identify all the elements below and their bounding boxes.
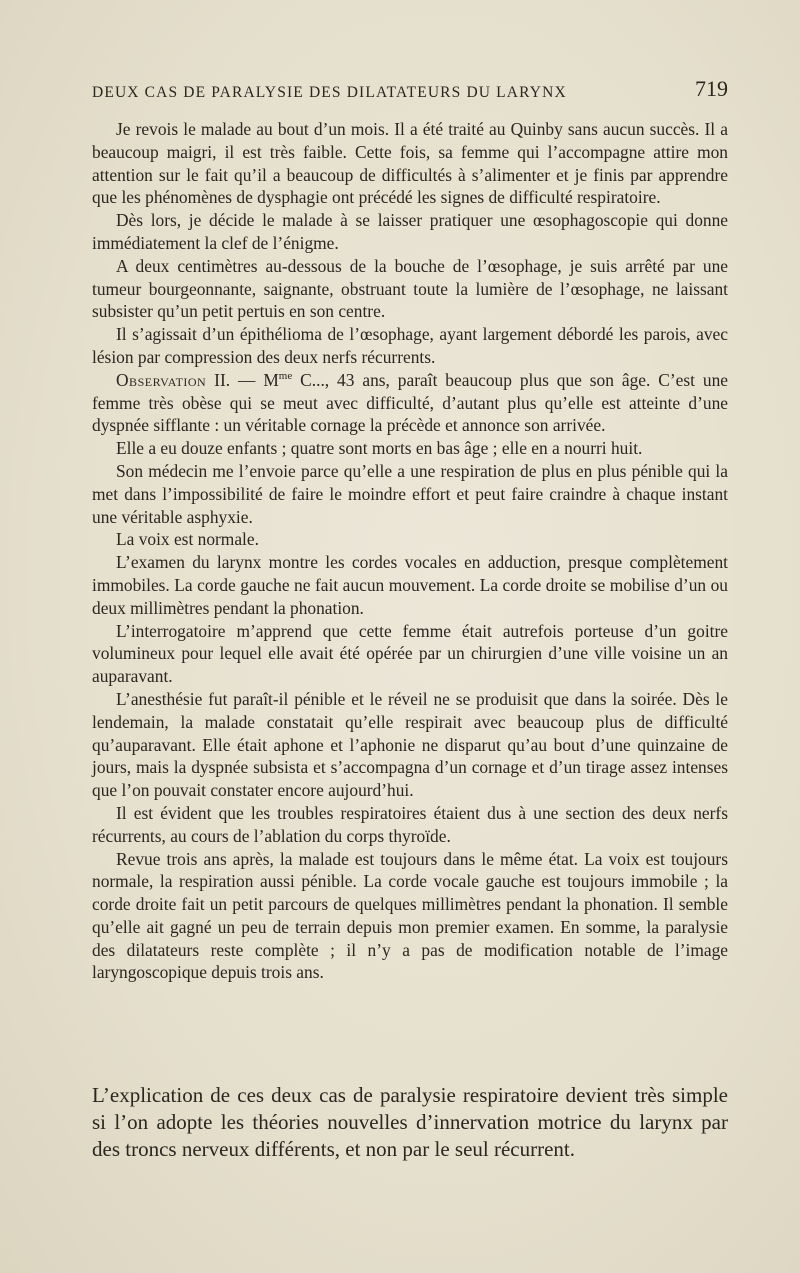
paragraph: Dès lors, je décide le malade à se laisser pratiquer une œsophagoscopie qui donne immédiatement la clef de l’énigme. bbox=[92, 210, 728, 253]
observation-label: Observation bbox=[116, 369, 207, 390]
running-head bbox=[92, 76, 728, 104]
observation-text: C..., 43 ans, paraît beaucoup plus que son âge. C’est une femme très obèse qui se meut avec difficulté, d’autant plus qu’elle est atteinte d’une dyspnée sifflante : un véritable cornage la précède et annonce son arrivée. bbox=[92, 369, 728, 436]
running-title: DEUX CAS DE PARALYSIE DES DILATATEURS DU LARYNX bbox=[92, 84, 567, 101]
paragraph: L’anesthésie fut paraît-il pénible et le réveil ne se produisit que dans la soirée. Dès le lendemain, la malade constatait qu’elle respirait avec beaucoup plus de difficulté qu’auparavant. Elle était aphone et l’aphonie ne disparut qu’au bout d’une quinzaine de jours, mais la dyspnée subsista et s’accompagna d’un cornage et d’un tirage assez intenses que l’on pouvait constater encore aujourd’hui. bbox=[92, 688, 728, 801]
conclusion-text: L’explication de ces deux cas de paralysie respiratoire devient très simple si l’on adopte les théories nouvelles d’innervation motrice du larynx par des troncs nerveux différents, et non par le seul récurrent. bbox=[92, 1083, 728, 1161]
paragraph: Il est évident que les troubles respiratoires étaient dus à une section des deux nerfs récurrents, au cours de l’ablation du corps thyroïde. bbox=[92, 802, 728, 846]
paragraph: Il s’agissait d’un épithélioma de l’œsophage, ayant largement débordé les parois, avec lésion par compression des deux nerfs récurrents. bbox=[92, 324, 728, 367]
patient-prefix: M bbox=[263, 369, 279, 390]
paragraph: Je revois le malade au bout d’un mois. Il a été traité au Quinby sans aucun succès. Il a beaucoup maigri, il est très faible. Cette fois, sa femme qui l’accompagne attire mon attention sur le fait qu’il a beaucoup de difficultés à s’alimenter et je finis par apprendre que les phénomènes de dysphagie ont précédé les signes de difficulté respiratoire. bbox=[92, 119, 728, 208]
paragraph: La voix est normale. bbox=[116, 529, 259, 550]
patient-sup: me bbox=[278, 369, 293, 382]
observation-number: II. — bbox=[214, 369, 256, 390]
paragraph: Revue trois ans après, la malade est toujours dans le même état. La voix est toujours normale, la respiration aussi pénible. La corde vocale gauche est toujours immobile ; la corde droite fait un petit parcours de quelques millimètres pendant la phonation. Il semble qu’elle ait gagné un peu de terrain depuis mon premier examen. En somme, la paralysie des dilatateurs reste complète ; il n’y a pas de modification notable de l’image laryngoscopique depuis trois ans. bbox=[92, 848, 728, 983]
observation-paragraph bbox=[92, 369, 728, 437]
conclusion bbox=[92, 1082, 728, 1163]
paragraph: A deux centimètres au-dessous de la bouche de l’œsophage, je suis arrêté par une tumeur bourgeonnante, saignante, obstruant toute la lumière de l’œsophage, ne laissant subsister qu’un petit pertuis en son centre. bbox=[92, 255, 728, 322]
body-text bbox=[92, 118, 728, 984]
paragraph: Elle a eu douze enfants ; quatre sont morts en bas âge ; elle en a nourri huit. bbox=[116, 438, 643, 459]
page-number: 719 bbox=[695, 76, 728, 101]
paragraph: Son médecin me l’envoie parce qu’elle a une respiration de plus en plus pénible qui la met dans l’impossibilité de faire le moindre effort et peut faire craindre à chaque instant une véritable asphyxie. bbox=[92, 460, 728, 527]
paragraph: L’examen du larynx montre les cordes vocales en adduction, presque complètement immobiles. La corde gauche ne fait aucun mouvement. La corde droite se mobilise d’un ou deux millimètres pendant la phonation. bbox=[92, 552, 728, 618]
paragraph: L’interrogatoire m’apprend que cette femme était autrefois porteuse d’un goitre volumineux pour lequel elle avait été opérée par un chirurgien d’une ville voisine un an auparavant. bbox=[92, 620, 728, 687]
